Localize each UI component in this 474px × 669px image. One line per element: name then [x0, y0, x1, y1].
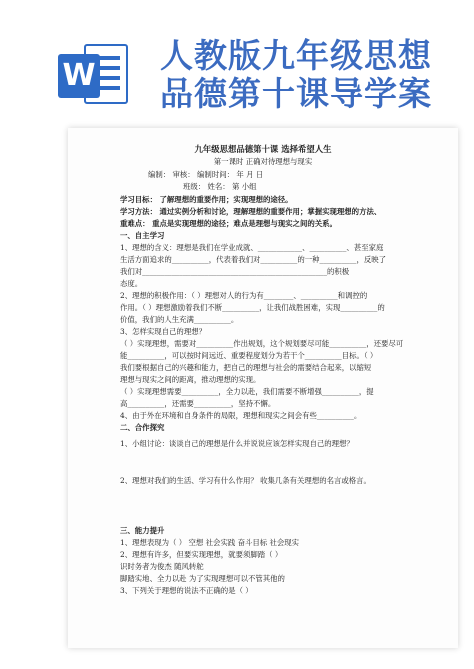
doc-line: 4、由于外在环境和自身条件的局限，理想和现实之间会有些__________。 [120, 411, 362, 420]
doc-line: 重难点： 重点是实现理想的途径；难点是理想与现实之间的关系。 [120, 219, 337, 228]
word-document-icon [58, 40, 130, 110]
doc-line: 1、小组讨论：谈谈自己的理想是什么并说说应该怎样实现自己的理想？ [120, 439, 354, 448]
section-heading: 二、合作探究 [120, 423, 165, 432]
doc-line: 2、理想的积极作用：（ ）理想对人的行为有________、__________和调控的 [120, 291, 368, 300]
doc-line: 3、怎样实现自己的理想？ [120, 327, 207, 336]
banner [0, 0, 474, 120]
doc-meta-line2: 班级： 姓名： 第 小组 [183, 182, 257, 191]
doc-line: 1、理想表现为（ ） 空想 社会实践 奋斗目标 社会现实 [120, 538, 300, 547]
banner-title-line2: 品德第十课导学案 [160, 74, 432, 113]
doc-line: 生活方面追求的__________，代表着我们对__________的一种__________，反映了 [120, 255, 387, 264]
doc-meta-line1: 编制： 审核： 编制时间： 年 月 日 [148, 170, 264, 179]
doc-line: 价值，我们的人生充满__________。 [120, 315, 239, 324]
doc-line: 我们要根据自己的兴趣和能力，把自己的理想与社会的需要结合起来，以缩短 [120, 363, 372, 372]
document-page [68, 128, 458, 648]
doc-line: 作用。（ ）理想激励着我们不断__________，让我们战胜困难，实现__________的 [120, 303, 385, 312]
doc-line: 识时务者为俊杰 随风转舵 [120, 562, 204, 571]
doc-line: 我们对__________________________________________________的积极 [120, 267, 350, 276]
doc-line: 学习目标： 了解理想的重要作用；实现理想的途径。 [120, 195, 293, 204]
word-logo-badge: W [58, 54, 100, 98]
doc-line: 2、理想有许多，但要实现理想，就要须脚踏（ ） [120, 550, 283, 559]
doc-line: （ ）实现理想需要__________，全力以赴，我们需要不断增强__________，提 [120, 387, 374, 396]
doc-line: 1、理想的含义：理想是我们在学业成就、____________、__________、甚至家庭 [120, 243, 384, 252]
banner-title-line1: 人教版九年级思想 [160, 36, 432, 75]
doc-line: 学习方法： 通过实例分析和讨论，理解理想的重要作用；掌握实现理想的方法、 [120, 207, 382, 216]
doc-line: 理想与现实之间的距离，推动理想的实现。 [120, 375, 261, 384]
doc-line: 态度。 [120, 279, 143, 288]
doc-line: （ ）实现理想，需要对__________作出规划，这个规划要尽可能__________，还要尽可 [120, 339, 404, 348]
doc-line: 脚踏实地、全力以赴 为了实现理想可以不管其他的 [120, 574, 285, 583]
section-heading: 一、自主学习 [120, 231, 165, 240]
doc-line: 3、下列关于理想的说法不正确的是（ ） [120, 586, 253, 595]
doc-line: 2、理想对我们的生活、学习有什么作用？ 收集几条有关理想的名言或格言。 [120, 476, 371, 485]
section-heading: 三、能力提升 [120, 526, 165, 535]
doc-subtitle: 第一课时 正确对待理想与现实 [213, 157, 313, 166]
doc-line: 高__________，还需要__________，坚持不懈。 [120, 399, 276, 408]
doc-title: 九年级思想品德第十课 选择希望人生 [194, 144, 332, 154]
doc-line: 能__________，可以按时间远近、重要程度划分为若干个__________目标。（ ） [120, 351, 378, 360]
